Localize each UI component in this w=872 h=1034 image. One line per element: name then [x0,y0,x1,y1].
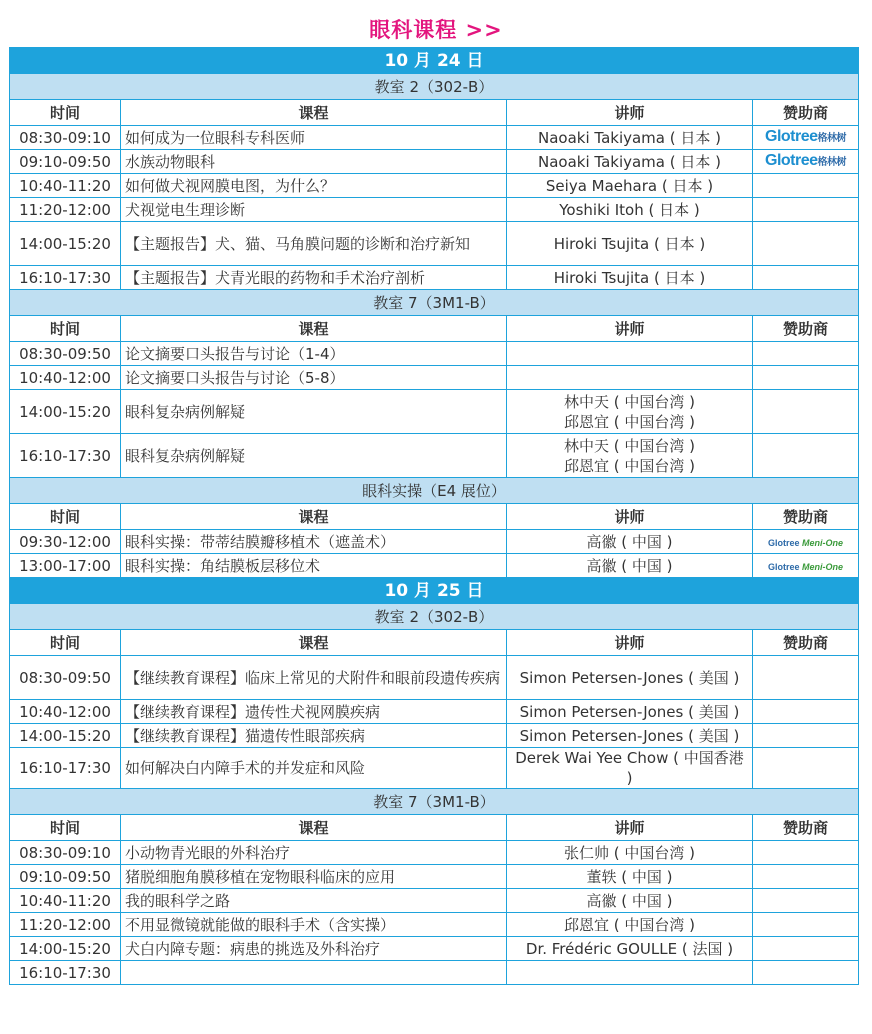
lecturer-cell: Hiroki Tsujita ( 日本 ) [507,222,753,266]
glotree-name: Glotree [765,152,818,169]
sponsor-logos [768,557,843,577]
date-row [10,48,859,74]
course-cell: 不用显微镜就能做的眼科手术（含实操） [121,913,507,937]
sponsor-cell [753,530,859,554]
sponsor-cell [753,724,859,748]
course-cell: 眼科实操：带蒂结膜瓣移植术（遮盖术） [121,530,507,554]
table-row [10,961,859,985]
time-cell: 14:00-15:20 [10,724,121,748]
sponsor-cell [753,554,859,578]
course-cell: 如何成为一位眼科专科医师 [121,126,507,150]
lecturer-cell: Naoaki Takiyama ( 日本 ) [507,150,753,174]
room-row [10,290,859,316]
time-cell: 10:40-11:20 [10,174,121,198]
course-cell: 小动物青光眼的外科治疗 [121,841,507,865]
table-row [10,222,859,266]
time-cell: 09:10-09:50 [10,865,121,889]
sponsor-cell [753,913,859,937]
sponsor-cell [753,961,859,985]
column-header-row [10,316,859,342]
lecturer-cell: Derek Wai Yee Chow ( 中国香港 ) [507,748,753,789]
sponsor-cell [753,656,859,700]
time-cell: 09:10-09:50 [10,150,121,174]
course-cell: 眼科复杂病例解疑 [121,434,507,478]
header-lecturer: 讲师 [507,630,753,656]
course-cell: 猪脱细胞角膜移植在宠物眼科临床的应用 [121,865,507,889]
table-row [10,266,859,290]
sponsor-cell [753,342,859,366]
sponsor-cell [753,889,859,913]
lecturer-cell: Simon Petersen-Jones ( 美国 ) [507,724,753,748]
sponsor-cell [753,434,859,478]
time-cell: 10:40-12:00 [10,366,121,390]
header-time: 时间 [10,316,121,342]
header-course: 课程 [121,630,507,656]
sponsor-cell [753,222,859,266]
schedule-body [10,48,859,985]
lecturer-cell [507,366,753,390]
sponsor-cell [753,865,859,889]
course-cell: 我的眼科学之路 [121,889,507,913]
course-cell: 论文摘要口头报告与讨论（5-8） [121,366,507,390]
table-row [10,554,859,578]
header-time: 时间 [10,100,121,126]
header-sponsor: 赞助商 [753,100,859,126]
time-cell: 16:10-17:30 [10,266,121,290]
sponsor-cell [753,150,859,174]
lecturer-cell [507,961,753,985]
glotree-logo: Glotree [767,561,802,572]
time-cell: 11:20-12:00 [10,198,121,222]
header-sponsor: 赞助商 [753,504,859,530]
table-row [10,841,859,865]
time-cell: 10:40-11:20 [10,889,121,913]
lecturer-cell: 董轶 ( 中国 ) [507,865,753,889]
page-title: 眼科课程 >> [369,18,503,42]
table-row [10,937,859,961]
glotree-logo: Glotree [767,537,802,548]
column-header-row [10,815,859,841]
course-cell: 【继续教育课程】猫遗传性眼部疾病 [121,724,507,748]
column-header-row [10,504,859,530]
lecturer-cell: 高徽 ( 中国 ) [507,889,753,913]
course-cell: 【继续教育课程】临床上常见的犬附件和眼前段遗传疾病 [121,656,507,700]
lecturer-cell: Yoshiki Itoh ( 日本 ) [507,198,753,222]
time-cell: 09:30-12:00 [10,530,121,554]
course-cell: 水族动物眼科 [121,150,507,174]
time-cell: 08:30-09:50 [10,656,121,700]
time-cell: 16:10-17:30 [10,961,121,985]
time-cell: 11:20-12:00 [10,913,121,937]
date-heading: 10 月 24 日 [10,48,859,74]
header-sponsor: 赞助商 [753,630,859,656]
sponsor-cell [753,366,859,390]
column-header-row [10,630,859,656]
course-cell: 【主题报告】犬青光眼的药物和手术治疗剖析 [121,266,507,290]
lecturer-cell: Hiroki Tsujita ( 日本 ) [507,266,753,290]
course-cell: 论文摘要口头报告与讨论（1-4） [121,342,507,366]
sponsor-cell [753,841,859,865]
header-time: 时间 [10,504,121,530]
sponsor-cell [753,126,859,150]
course-cell: 【主题报告】犬、猫、马角膜问题的诊断和治疗新知 [121,222,507,266]
table-row [10,656,859,700]
room-heading: 教室 2（302-B） [10,74,859,100]
lecturer-cell: Seiya Maehara ( 日本 ) [507,174,753,198]
room-row [10,604,859,630]
course-cell [121,961,507,985]
table-row [10,530,859,554]
glotree-name: Glotree [765,128,818,145]
table-row [10,390,859,434]
header-course: 课程 [121,504,507,530]
table-row [10,150,859,174]
time-cell: 14:00-15:20 [10,390,121,434]
header-course: 课程 [121,100,507,126]
sponsor-cell [753,748,859,789]
header-time: 时间 [10,630,121,656]
table-row [10,865,859,889]
header-lecturer: 讲师 [507,100,753,126]
lecturer-cell: 高徽 ( 中国 ) [507,554,753,578]
table-row [10,342,859,366]
table-row [10,700,859,724]
sponsor-cell [753,174,859,198]
header-sponsor: 赞助商 [753,815,859,841]
course-cell: 眼科实操：角结膜板层移位术 [121,554,507,578]
sponsor-cell [753,266,859,290]
course-cell: 犬视觉电生理诊断 [121,198,507,222]
header-lecturer: 讲师 [507,815,753,841]
glotree-cn-name: 格林树 [817,133,847,144]
room-row [10,789,859,815]
room-heading: 教室 7（3M1-B） [10,789,859,815]
meni-one-logo: Meni-One [802,561,844,572]
table-row [10,174,859,198]
time-cell: 14:00-15:20 [10,937,121,961]
time-cell: 08:30-09:50 [10,342,121,366]
time-cell: 13:00-17:00 [10,554,121,578]
lecturer-cell: 张仁帅 ( 中国台湾 ) [507,841,753,865]
lecturer-cell: Naoaki Takiyama ( 日本 ) [507,126,753,150]
time-cell: 08:30-09:10 [10,126,121,150]
column-header-row [10,100,859,126]
sponsor-logos [768,533,843,553]
time-cell: 08:30-09:10 [10,841,121,865]
sponsor-cell [753,390,859,434]
sponsor-cell [753,198,859,222]
course-cell: 眼科复杂病例解疑 [121,390,507,434]
table-row [10,198,859,222]
sponsor-cell [753,937,859,961]
sponsor-cell [753,700,859,724]
lecturer-cell: Simon Petersen-Jones ( 美国 ) [507,656,753,700]
lecturer-cell: Dr. Frédéric GOULLE ( 法国 ) [507,937,753,961]
header-lecturer: 讲师 [507,504,753,530]
lecturer-cell: 林中天 ( 中国台湾 ) 邱恩宜 ( 中国台湾 ) [507,390,753,434]
course-cell: 如何做犬视网膜电图，为什么？ [121,174,507,198]
time-cell: 10:40-12:00 [10,700,121,724]
course-cell: 如何解决白内障手术的并发症和风险 [121,748,507,789]
table-row [10,913,859,937]
table-row [10,889,859,913]
header-sponsor: 赞助商 [753,316,859,342]
schedule-table [9,47,859,985]
lecturer-cell: 高徽 ( 中国 ) [507,530,753,554]
lecturer-cell: 林中天 ( 中国台湾 ) 邱恩宜 ( 中国台湾 ) [507,434,753,478]
course-cell: 【继续教育课程】遗传性犬视网膜疾病 [121,700,507,724]
glotree-logo [765,127,846,149]
header-course: 课程 [121,815,507,841]
glotree-logo [765,151,846,173]
room-heading: 眼科实操（E4 展位） [10,478,859,504]
table-row [10,724,859,748]
table-row [10,366,859,390]
room-heading: 教室 7（3M1-B） [10,290,859,316]
room-row [10,478,859,504]
lecturer-cell: Simon Petersen-Jones ( 美国 ) [507,700,753,724]
meni-one-logo: Meni-One [802,537,844,548]
time-cell: 16:10-17:30 [10,434,121,478]
header-course: 课程 [121,316,507,342]
glotree-cn-name: 格林树 [817,157,847,168]
header-lecturer: 讲师 [507,316,753,342]
lecturer-cell: 邱恩宜 ( 中国台湾 ) [507,913,753,937]
table-row [10,434,859,478]
room-row [10,74,859,100]
lecturer-cell [507,342,753,366]
room-heading: 教室 2（302-B） [10,604,859,630]
date-heading: 10 月 25 日 [10,578,859,604]
time-cell: 16:10-17:30 [10,748,121,789]
table-row [10,748,859,789]
time-cell: 14:00-15:20 [10,222,121,266]
table-row [10,126,859,150]
date-row [10,578,859,604]
course-cell: 犬白内障专题：病患的挑选及外科治疗 [121,937,507,961]
header-time: 时间 [10,815,121,841]
